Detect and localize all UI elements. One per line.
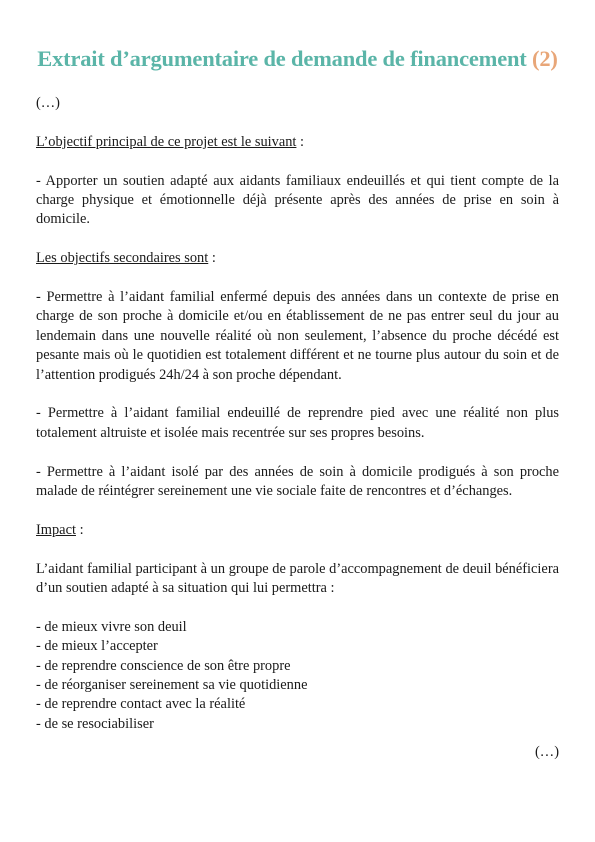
main-objective-heading-text: L’objectif principal de ce projet est le suivant	[36, 133, 297, 150]
impact-intro: L’aidant familial participant à un groupe de parole d’accompagnement de deuil bénéficiera d’un soutien adapté à sa situation qui lui permettra :	[36, 560, 559, 597]
impact-colon: :	[75, 521, 84, 538]
title-number: (2)	[532, 46, 558, 71]
secondary-objectives-colon: :	[208, 250, 216, 267]
secondary-objective-item: - Permettre à l’aidant isolé par des années de soin à domicile prodigués à son proche malade de réintégrer sereinement une vie sociale faite de rencontres et d’échanges.	[36, 463, 559, 500]
impact-list-item: - de mieux l’accepter	[36, 638, 158, 655]
impact-heading-text: Impact	[36, 521, 76, 538]
secondary-objective-item: - Permettre à l’aidant familial endeuillé de reprendre pied avec une réalité non plus totalement altruiste et isolée mais recentrée sur ses propres besoins.	[36, 405, 559, 441]
impact-list	[36, 618, 559, 734]
main-objective-colon: :	[296, 133, 305, 150]
page-title	[0, 46, 595, 72]
ellipsis-end: (…)	[535, 744, 559, 761]
impact-list-item: - de mieux vivre son deuil	[36, 618, 187, 635]
impact-list-item: - de reprendre contact avec la réalité	[36, 696, 246, 713]
secondary-objectives-heading	[36, 249, 559, 268]
main-objective-heading	[36, 133, 559, 152]
main-objective-text: - Apporter un soutien adapté aux aidants familiaux endeuillés et qui tient compte de la charge physique et émotionnelle déjà présente après des années de prise en soin à domicile.	[36, 172, 559, 228]
document-body	[36, 94, 559, 763]
impact-list-item: - de réorganiser sereinement sa vie quotidienne	[36, 677, 308, 694]
ellipsis-start: (…)	[36, 95, 60, 111]
secondary-objectives-heading-text: Les objectifs secondaires sont	[36, 250, 209, 267]
impact-list-item: - de reprendre conscience de son être propre	[36, 657, 291, 674]
title-text: Extrait d’argumentaire de demande de financement	[37, 46, 527, 71]
impact-heading	[36, 521, 559, 540]
impact-list-item: - de se resociabiliser	[36, 715, 154, 732]
secondary-objective-item: - Permettre à l’aidant familial enfermé depuis des années dans un contexte de prise en charge de son proche à domicile et/ou en établissement de ne pas entrer seul du jour au lendemain dans une nouvelle réalité où non seulement, l’absence du proche décédé est pesante mais où le quotidien est totalement différent et ne tourne plus autour du soin et de l’attention prodigués 24h/24 à son proche dépendant.	[36, 289, 559, 383]
